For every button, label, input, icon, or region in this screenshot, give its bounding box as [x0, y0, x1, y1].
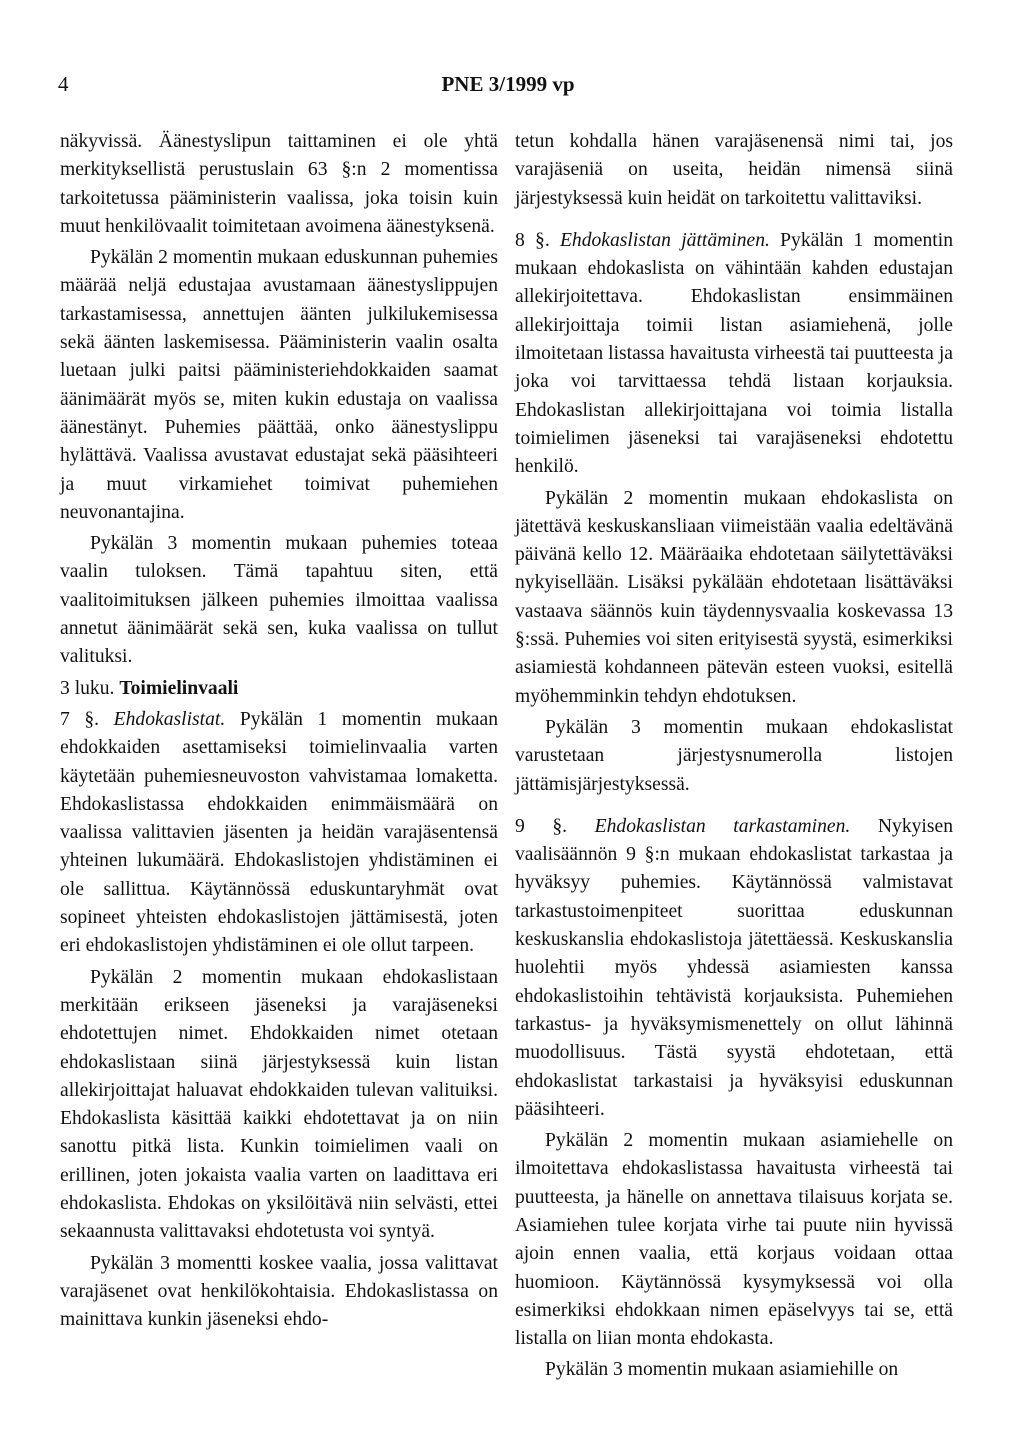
- section-text: Pykälän 1 momentin mukaan ehdokaslista on vähintään kahden edustajan allekirjoitettava. Ehdokaslistan ensimmäinen allekirjoittaja toimii listan asiamiehenä, jolle ilmoitetaan listassa havaitusta virheestä tai puutteesta ja joka voi tarvittaessa tehdä listaan korjauksia. Ehdokaslistan allekirjoittajana voi toimia listalla toimielimen jäseneksi tai varajäseneksi ehdotettu henkilö.: [515, 229, 953, 478]
- paragraph: Pykälän 3 momentin mukaan ehdokaslistat varustetaan järjestysnumerolla listojen jättämisjärjestyksessä.: [515, 716, 953, 795]
- document-id: PNE 3/1999 vp: [441, 72, 575, 96]
- section-9: [515, 813, 953, 1124]
- paragraph: näkyvissä. Äänestyslipun taittaminen ei ole yhtä merkityksellistä perustuslain 63 §:n 2 momentissa tarkoitetussa pääministerin vaalissa, joka toisin kuin muut henkilövaalit toimitetaan avoimena äänestyksenä.: [60, 131, 498, 237]
- section-number: 9 §.: [515, 815, 568, 837]
- paragraph: Pykälän 3 momentin mukaan asiamiehille on: [545, 1359, 899, 1381]
- section-title: Ehdokaslistat.: [113, 708, 226, 730]
- section-8: [515, 227, 953, 482]
- right-column: [515, 128, 953, 1388]
- paragraph: Pykälän 2 momentin mukaan ehdokaslista on jätettävä keskuskansliaan viimeistään vaalia edeltävänä päivänä kello 12. Määräaika ehdotetaan säilytettäväksi nykyisellään. Lisäksi pykälään ehdotetaan lisättäväksi vastaava säännös kuin täydennysvaalia koskevassa 13 §:ssä. Puhemies voi siten erityisestä syystä, esimerkiksi asiamiestä kohdanneen pätevän esteen vuoksi, esitellä myöhemminkin tehdyn ehdotuksen.: [515, 487, 953, 707]
- section-7: [60, 706, 498, 961]
- section-title: Ehdokaslistan tarkastaminen.: [594, 815, 851, 837]
- paragraph: Pykälän 3 momentti koskee vaalia, jossa valittavat varajäsenet ovat henkilökohtaisia. Ehdokaslistassa on mainittava kunkin jäseneksi ehdo-: [60, 1252, 498, 1331]
- section-text: Nykyisen vaalisäännön 9 §:n mukaan ehdokaslistat tarkastaa ja hyväksyy puhemies. Käytännössä valmistavat tarkastustoimenpiteet suorittaa eduskunnan keskuskanslia ehdokaslistoja jätettäessä. Keskuskanslia huolehtii myös yhdessä asiamiesten kanssa ehdokaslistoihin tehtävistä korjauksista. Puhemiehen tarkastus- ja hyväksymismenettely on ollut lähinnä muodollisuus. Tästä syystä ehdotetaan, että ehdokaslistat tarkastaisi ja hyväksyisi eduskunnan pääsihteeri.: [515, 815, 953, 1120]
- left-column: [60, 128, 498, 1337]
- paragraph: Pykälän 2 momentin mukaan asiamiehelle on ilmoitettava ehdokaslistassa havaitusta virheestä tai puutteesta, ja hänelle on annettava tilaisuus korjata se. Asiamiehen tulee korjata virhe tai puute niin hyvissä ajoin ennen vaalia, että korjaus voidaan ottaa huomioon. Käytännössä kysymyksessä voi olla esimerkiksi ehdokkaan nimen epäselvyys tai se, että listalla on liian monta ehdokasta.: [515, 1130, 953, 1350]
- chapter-heading: [60, 675, 498, 703]
- paragraph: tetun kohdalla hänen varajäsenensä nimi tai, jos varajäseniä on useita, heidän nimensä siinä järjestyksessä kuin heidät on tarkoitettu valittaviksi.: [515, 131, 953, 209]
- section-title: Ehdokaslistan jättäminen.: [559, 229, 770, 251]
- chapter-title: Toimielinvaali: [119, 677, 239, 699]
- paragraph: Pykälän 3 momentin mukaan puhemies toteaa vaalin tuloksen. Tämä tapahtuu siten, että vaalitoimituksen jälkeen puhemies ilmoittaa vaalissa annetut äänimäärät sekä sen, kuka vaalissa on tullut valituksi.: [60, 533, 498, 668]
- page-number: 4: [58, 72, 69, 96]
- section-number: 8 §.: [515, 229, 550, 251]
- section-number: 7 §.: [60, 708, 100, 730]
- paragraph: Pykälän 2 momentin mukaan ehdokaslistaan merkitään erikseen jäseneksi ja varajäseneksi ehdotettujen nimet. Ehdokkaiden nimet otetaan ehdokaslistaan siinä järjestyksessä kuin listan allekirjoittajat haluavat ehdokkaiden tulevan valituiksi. Ehdokaslista käsittää kaikki ehdotettavat ja on niin sanottu pitkä lista. Kunkin toimielimen vaali on erillinen, joten jokaista vaalia varten on laadittava eri ehdokaslista. Ehdokas on yksilöitävä niin selvästi, ettei sekaannusta valittavaksi ehdotetusta voi syntyä.: [60, 966, 498, 1243]
- section-text: Pykälän 1 momentin mukaan ehdokkaiden asettamiseksi toimielinvaalia varten käytetään puhemiesneuvoston vahvistamaa lomaketta. Ehdokaslistassa ehdokkaiden enimmäismäärä on vaalissa valittavien jäsenten ja heidän varajäsentensä yhteinen lukumäärä. Ehdokaslistojen yhdistäminen ei ole sallittua. Käytännössä eduskuntaryhmät ovat sopineet yhteisten ehdokaslistojen jättämisestä, joten eri ehdokaslistojen yhdistäminen ei ole ollut tarpeen.: [60, 708, 498, 957]
- chapter-label: 3 luku.: [60, 677, 115, 699]
- page-header: [58, 72, 958, 102]
- paragraph: Pykälän 2 momentin mukaan eduskunnan puhemies määrää neljä edustajaa avustamaan äänestyslippujen tarkastamisessa, annettujen äänten julkilukemisessa sekä äänten laskemisessa. Pääministerin vaalin osalta luetaan julki paitsi pääministeriehdokkaiden saamat äänimäärät myös se, miten kukin edustaja on vaalissa äänestänyt. Puhemies päättää, onko äänestyslippu hylättävä. Vaalissa avustavat edustajat sekä pääsihteeri ja muut virkamiehet toimivat puhemiehen neuvonantajina.: [60, 247, 498, 523]
